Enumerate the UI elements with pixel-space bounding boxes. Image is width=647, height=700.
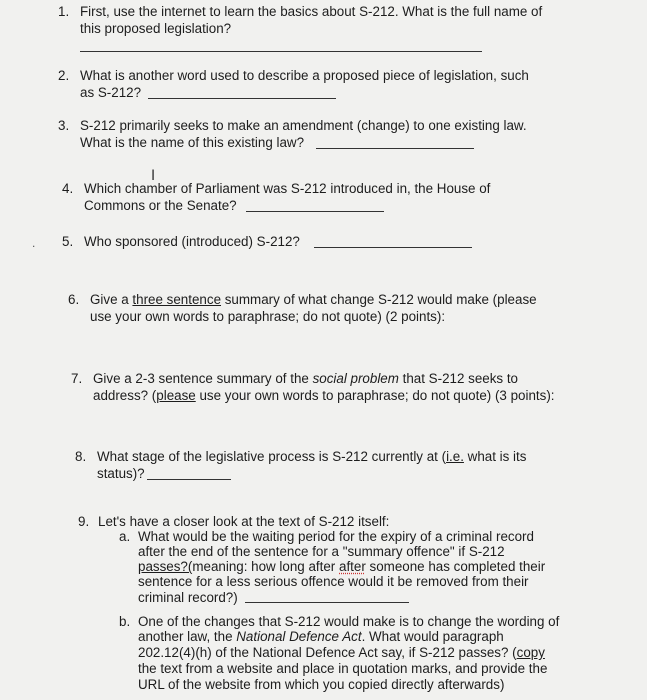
emphasis-underline: copy bbox=[516, 645, 545, 660]
question-text bbox=[138, 645, 545, 661]
question-2 bbox=[58, 68, 638, 104]
emphasis-underline: three sentence bbox=[132, 292, 222, 307]
text-segment: address? ( bbox=[93, 388, 157, 403]
question-9a bbox=[119, 529, 639, 609]
question-text: as S-212? bbox=[80, 85, 142, 100]
question-text: One of the changes that S-212 would make is to change the wording of bbox=[138, 614, 560, 629]
question-number: 3. bbox=[58, 118, 70, 133]
question-text: Let's have a closer look at the text of S-212 itself: bbox=[98, 514, 390, 529]
question-text: this proposed legislation? bbox=[80, 21, 232, 36]
question-text: after the end of the sentence for a "summary offence" if S-212 bbox=[138, 544, 505, 559]
emphasis-underline: i.e. bbox=[446, 449, 464, 464]
answer-line[interactable] bbox=[245, 602, 409, 603]
answer-line[interactable] bbox=[80, 51, 482, 52]
text-segment: Give a 2-3 sentence summary of the bbox=[93, 371, 313, 386]
question-text: status)? bbox=[97, 466, 145, 481]
spelling-mark: after bbox=[339, 559, 366, 574]
text-segment: 202.12(4)(h) of the National Defence Act say, if S-212 passes? ( bbox=[138, 645, 517, 660]
text-segment: meaning: how long after bbox=[192, 559, 339, 574]
text-segment: another law, the bbox=[138, 629, 237, 644]
text-cursor-icon: I bbox=[151, 168, 156, 184]
question-text: the text from a website and place in quotation marks, and provide the bbox=[138, 661, 548, 676]
text-segment: What stage of the legislative process is S-212 currently at ( bbox=[97, 449, 447, 464]
text-segment: use your own words to paraphrase; do not quote) (3 points): bbox=[195, 388, 555, 403]
question-text: sentence for a less serious offence would it be removed from their bbox=[138, 574, 529, 589]
question-9b bbox=[119, 614, 639, 698]
question-number: 6. bbox=[68, 292, 80, 307]
question-6 bbox=[68, 292, 638, 328]
question-number: 4. bbox=[62, 181, 74, 196]
question-text: S-212 primarily seeks to make an amendment (change) to one existing law. bbox=[80, 118, 527, 133]
question-text: URL of the website from which you copied directly afterwards) bbox=[138, 677, 505, 692]
question-text bbox=[138, 559, 545, 575]
question-8 bbox=[75, 449, 635, 485]
emphasis-italic: National Defence Act bbox=[236, 629, 362, 644]
question-number: 8. bbox=[75, 449, 87, 464]
question-text bbox=[90, 292, 537, 308]
question-text bbox=[97, 449, 526, 465]
question-text bbox=[93, 371, 518, 387]
answer-line[interactable] bbox=[246, 211, 384, 212]
question-text: Which chamber of Parliament was S-212 introduced in, the House of bbox=[84, 181, 491, 196]
question-number: 2. bbox=[58, 68, 70, 83]
question-number: 7. bbox=[71, 371, 83, 386]
question-4 bbox=[62, 181, 642, 217]
answer-line[interactable] bbox=[316, 148, 474, 149]
text-segment: . What would paragraph bbox=[361, 629, 504, 644]
question-text: criminal record?) bbox=[138, 590, 238, 605]
emphasis-underline: please bbox=[156, 388, 196, 403]
question-text: What would be the waiting period for the expiry of a criminal record bbox=[138, 529, 534, 544]
text-segment: Give a bbox=[90, 292, 133, 307]
emphasis-underline: passes?( bbox=[138, 559, 193, 574]
question-number: 1. bbox=[58, 4, 70, 19]
question-5 bbox=[62, 234, 642, 254]
question-1 bbox=[58, 4, 638, 56]
question-text: What is the name of this existing law? bbox=[80, 135, 305, 150]
question-text bbox=[93, 388, 555, 404]
question-text: Who sponsored (introduced) S-212? bbox=[84, 234, 300, 249]
bullet-mark: . bbox=[32, 236, 36, 250]
emphasis-italic: social problem bbox=[312, 371, 399, 386]
question-number: 5. bbox=[62, 234, 74, 249]
sub-question-letter: a. bbox=[119, 529, 131, 544]
question-3 bbox=[58, 118, 638, 154]
text-segment: someone has completed their bbox=[365, 559, 546, 574]
question-text: First, use the internet to learn the basics about S-212. What is the full name of bbox=[80, 4, 543, 19]
text-segment: summary of what change S-212 would make (please bbox=[221, 292, 537, 307]
text-segment: that S-212 seeks to bbox=[398, 371, 519, 386]
answer-line[interactable] bbox=[314, 247, 472, 248]
sub-question-letter: b. bbox=[119, 614, 131, 629]
question-number: 9. bbox=[78, 514, 90, 529]
answer-line[interactable] bbox=[148, 98, 336, 99]
question-text bbox=[138, 629, 504, 645]
answer-line[interactable] bbox=[147, 479, 231, 480]
question-text: use your own words to paraphrase; do not quote) (2 points): bbox=[90, 309, 446, 324]
question-7 bbox=[71, 371, 641, 407]
text-segment: what is its bbox=[463, 449, 527, 464]
question-text: What is another word used to describe a proposed piece of legislation, such bbox=[80, 68, 529, 83]
question-text: Commons or the Senate? bbox=[84, 198, 237, 213]
